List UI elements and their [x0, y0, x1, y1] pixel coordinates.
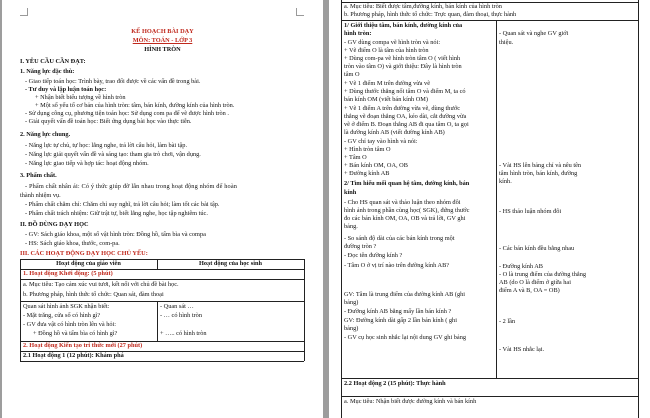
text-line: b. Phương pháp, hình thức tổ chức: Quan sát, đàm thoại [23, 291, 164, 298]
text-line: - So sánh độ dài của các bán kính trong một [344, 235, 455, 242]
column-header-student: Hoạt động của học sinh [199, 260, 262, 267]
document-page-1 [2, 0, 323, 418]
activity-heading: kính [344, 189, 357, 196]
text-line: bảng) [344, 299, 359, 306]
table-border [341, 378, 638, 379]
text-line: bán kính OM (viết bán kính OM) [344, 96, 428, 103]
text-line: + Dùng com-pa vẽ hình tròn tâm O ( viết hình [344, 55, 461, 62]
text-line: - Vài HS nhắc lại. [499, 346, 545, 353]
text-line: - Quan sát và nghe GV giới [499, 30, 569, 37]
text-line: - Giải quyết vấn đề toán học: Biết ứng dụng bài học vào thực tiễn. [25, 118, 192, 125]
text-line: tâm O [344, 71, 360, 78]
activity-heading: 2.1 Hoạt động 1 (12 phút): Khám phá [23, 352, 124, 359]
text-line: - GV cụ học sinh nhắc lại nội dung GV ghi bảng [344, 334, 467, 341]
text-line: - Mặt trăng, cửa sổ có hình gì? [23, 312, 101, 319]
text-line: - O là trung điểm của đường thẳng [499, 271, 587, 278]
text-line: - Đường kính AB bằng mấy lần bán kính ? [344, 308, 452, 315]
text-line: a. Mục tiêu: Biết được tâm,đường kính, bán kính của hình tròn [344, 3, 502, 10]
text-line: - GV: Sách giáo khoa, một số vật hình tròn: Đồng hồ, tấm bìa và compa [25, 231, 206, 238]
text-line: đo các bán kính OM, OA, OB và trả lời, GV ghi [344, 215, 466, 222]
table-border [341, 20, 638, 21]
text-line: + Vẽ 1 điểm M trên đường vừa vẽ [344, 80, 430, 87]
text-line: - Tâm O ở vị trí nào trên đường kính AB? [344, 262, 450, 269]
text-line: - … có hình tròn [160, 312, 202, 319]
text-line: thẳng vẽ đoạn thẳng OA, kéo dài, cắt đường vừa [344, 113, 467, 120]
subsection-heading: 1. Năng lực đặc thù: [20, 68, 75, 75]
table-border [20, 361, 304, 362]
subject-line: MÔN: TOÁN - LỚP 3 [132, 37, 193, 44]
text-line: - Quan sát … [160, 303, 194, 310]
section-heading: I. YÊU CẦU CẦN ĐẠT: [20, 58, 86, 65]
text-line: vẽ ở điểm B. Đoạn thẳng AB đi qua tâm O, ta gọi [344, 121, 469, 128]
text-line: - 2 lần [499, 318, 516, 325]
text-line: + Đường kính AB [344, 170, 390, 177]
column-header-teacher: Hoạt động của giáo viên [56, 260, 121, 267]
text-line: a. Mục tiêu: Tạo cảm xúc vui tươi, kết nối với chủ đề bài học. [23, 281, 179, 288]
table-border [496, 20, 497, 378]
text-line: - Năng lực giải quyết vấn đề và sáng tạo: tham gia trò chơi, vận dụng. [25, 151, 201, 158]
margin-mark [20, 8, 28, 16]
subsection-heading: 3. Phẩm chất. [20, 172, 57, 179]
text-line: - Sử dụng công cụ, phương tiện toán học: Sử dụng com pa để vẽ được hình tròn . [25, 110, 229, 117]
text-line: + Tâm O [344, 154, 367, 161]
text-line: - Phẩm chất trách nhiệm: Giữ trật tự, biết lắng nghe, học tập nghiêm túc. [25, 210, 208, 217]
activity-heading: 2. Hoạt động Kiến tạo tri thức mới (27 phút) [23, 342, 143, 349]
lesson-title: HÌNH TRÒN [144, 46, 181, 53]
text-line: + Hình tròn tâm O [344, 146, 391, 153]
text-line: bảng. [344, 223, 358, 230]
text-line: điểm A và B, OA = OB) [499, 287, 560, 294]
table-border [341, 0, 342, 418]
table-border [157, 301, 158, 341]
text-line: - Phẩm chất nhân ái: Có ý thức giúp đỡ lẫn nhau trong hoạt động nhóm để hoàn [25, 183, 238, 190]
text-line: GV: Đường kính dài gấp 2 lần bán kính ( ghi [344, 317, 457, 324]
text-line: + Vẽ điểm O là tâm của hình tròn [344, 47, 429, 54]
subsection-heading: 2. Năng lực chung. [20, 131, 71, 138]
text-line: tròn vào tâm O) và giới thiệu: Đây là hình tròn [344, 63, 462, 70]
table-border [638, 0, 639, 418]
table-border [20, 301, 304, 302]
text-line: + Bán kính OM, OA, OB [344, 162, 408, 169]
text-line: kính. [499, 178, 512, 185]
text-line: - Giao tiếp toán học: Trình bày, trao đổi được về các vấn đề trong bài. [25, 78, 201, 85]
text-line: - Cho HS quan sát và thảo luận theo nhóm đôi [344, 199, 461, 206]
text-line: + Nhận biết biểu tượng về hình tròn [35, 94, 126, 101]
table-border [304, 259, 305, 361]
activity-heading: 2.2 Hoạt động 2 (15 phút): Thực hành [344, 380, 446, 387]
text-line: - GV chỉ tay vào hình và nói: [344, 138, 418, 145]
activity-heading: hình tròn: [344, 30, 372, 37]
text-line: + Một số yếu tố cơ bản của hình tròn: tâm, bán kính, đường kính của hình tròn. [35, 102, 235, 109]
activity-heading: 1/ Giới thiệu tâm, bán kính, đường kính của [344, 22, 463, 29]
text-line: AB (do O là điểm ở giữa hai [499, 279, 571, 286]
text-line: + ….. có hình tròn [160, 330, 207, 337]
text-line: hình ảnh trong phần cùng học( SGK), đứng thước [344, 207, 470, 214]
section-heading: II. ĐỒ DÙNG DẠY HỌC [20, 221, 89, 228]
table-border [341, 396, 638, 397]
text-line: + Đồng hồ và tấm bìa có hình gì? [33, 330, 118, 337]
text-line: tâm hình tròn, bán kính, đường [499, 170, 578, 177]
text-line: - Đường kính AB [499, 263, 544, 270]
text-line: - GV dùng compa vẽ hình tròn và nói: [344, 39, 441, 46]
activity-heading: 2/ Tìm hiểu mối quan hệ tâm, đường kính, bán [344, 180, 470, 187]
text-line: - Tư duy và lập luận toán học: [25, 86, 107, 93]
text-line: thành nhiệm vụ. [20, 192, 61, 199]
section-heading: III. CÁC HOẠT ĐỘNG DẠY HỌC CHỦ YẾU: [20, 250, 148, 257]
text-line: a. Mục tiêu: Nhận biết được đường kính và bán kính [344, 398, 477, 405]
text-line: đường tròn ? [344, 243, 377, 250]
text-line: - Phẩm chất chăm chỉ: Chăm chỉ suy nghĩ, trả lời câu hỏi; làm tốt các bài tập. [25, 201, 220, 208]
document-page-2 [329, 0, 650, 418]
text-line: là đường kính AB (viết đường kính AB) [344, 129, 445, 136]
text-line: b. Phương pháp, hình thức tổ chức: Trực quan, đàm thoại, thực hành [344, 11, 517, 18]
text-line: + Vẽ 1 điểm A trên đường vừa vẽ, dùng thước [344, 105, 460, 112]
text-line: thiệu. [499, 39, 514, 46]
text-line: - GV đưa vật có hình tròn lên và hỏi: [23, 321, 117, 328]
text-line: - HS thảo luận nhóm đôi [499, 208, 562, 215]
text-line: - Năng lực tự chủ, tự học: lắng nghe, trả lời câu hỏi, làm bài tập. [25, 142, 188, 149]
text-line: GV: Tâm là trung điểm của đường kính AB (ghi [344, 291, 466, 298]
text-line: + Dùng thước thẳng nối tâm O và điểm M, ta có [344, 88, 466, 95]
text-line: - Năng lực giao tiếp và hợp tác: hoạt động nhóm. [25, 160, 149, 167]
table-border [20, 279, 304, 280]
text-line: Quan sát hình ảnh SGK nhận biết: [23, 303, 110, 310]
activity-heading: 1. Hoạt động Khởi động: (5 phút) [23, 270, 113, 277]
margin-mark [296, 8, 304, 16]
text-line: - HS: Sách giáo khoa, thước, com-pa. [25, 240, 120, 247]
plan-title: KẾ HOẠCH BÀI DẠY [131, 28, 194, 35]
text-line: - Đọc tên đường kính ? [344, 252, 403, 259]
table-border [20, 259, 21, 361]
text-line: - Vài HS lên bảng chỉ và nêu tên [499, 162, 582, 169]
text-line: - Các bán kính đều bằng nhau [499, 245, 575, 252]
text-line: bảng) [344, 325, 359, 332]
